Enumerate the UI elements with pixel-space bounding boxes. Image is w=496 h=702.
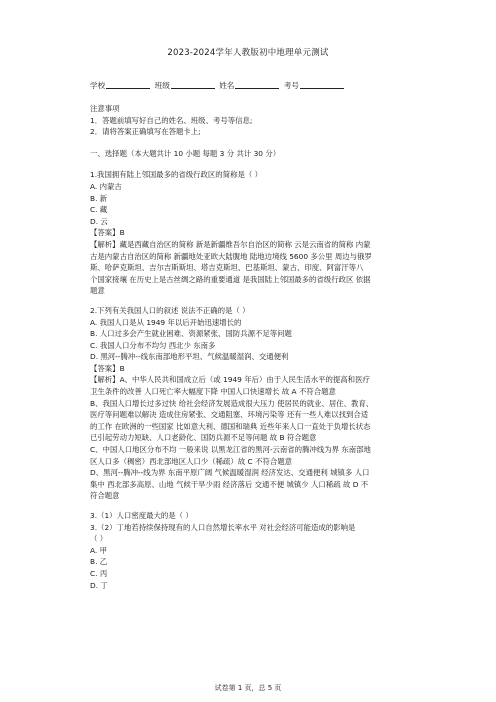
section-heading: 一、选择题（本大题共计 10 小题 每题 3 分 共计 30 分） — [90, 148, 281, 158]
question-3-1-stem: 3.（1）人口密度最大的是（ ） — [90, 511, 193, 520]
number-label: 考号 — [283, 81, 300, 90]
option-c: C. 我国人口分布不均匀 西北少 东南多 — [90, 340, 216, 350]
option-a: A. 甲 — [90, 545, 108, 555]
analysis-line: 的工作 在欧洲的一些国家 比如意大利、德国和瑞典 近些年来人口一直处于负增长状态 — [90, 421, 371, 431]
school-label: 学校 — [90, 81, 106, 90]
analysis-line: 集中 西北部多高原、山地 气候干旱少雨 经济落后 交通不便 城镇少 人口稀疏 故 D 不 — [90, 479, 369, 489]
analysis-line: B、我国人口增长过多过快 给社会经济发展造成很大压力 使居民的就业、居住、教育、 — [90, 398, 374, 408]
option-d: D. 云 — [90, 216, 108, 226]
analysis-line: 斯、哈萨克斯坦、吉尔吉斯斯坦、塔吉克斯坦、巴基斯坦、蒙古、印度、阿富汗等八 — [90, 263, 364, 273]
question-1-stem: 1.我国拥有陆上邻国最多的省级行政区的简称是（ ） — [90, 170, 262, 180]
question-3-2-stem: 3.（2）丁地若持续保持现有的人口自然增长率水平 对社会经济可能造成的影响是 — [90, 522, 356, 532]
analysis-line: 医疗等问题难以解决 造成住房紧张、交通阻塞、环境污染等 还有一些人难以找到合适 — [90, 410, 369, 420]
option-c: C. 藏 — [90, 205, 108, 215]
note-item: 2．请将答案正确填写在答题卡上; — [90, 127, 201, 137]
answer-line: 【答案】B — [90, 228, 125, 238]
option-a: A. 内蒙古 — [90, 181, 122, 191]
analysis-line: 符合题意 — [90, 491, 120, 501]
page-footer: 试卷第 1 页，总 5 页 — [214, 684, 282, 692]
analysis-line: D、黑河--腾冲--线为界 东南平原广阔 气候温暖湿润 经济发达、交通便利 城镇多 人口 — [90, 468, 370, 478]
class-blank — [171, 80, 215, 89]
analysis-line: C、中国人口地区分布不均 一般来说 以黑龙江省的黑河-云南省的腾冲线为界 东南部地 — [90, 445, 371, 455]
analysis-line: 题意 — [90, 286, 105, 296]
option-b: B. 新 — [90, 193, 108, 203]
analysis-line: 区人口多（稠密）西北部地区人口少（稀疏）故 C 不符合题意 — [90, 456, 293, 466]
analysis-line: 个国家接壤 在历史上是古丝绸之路的重要通道 是我国陆上邻国最多的省级行政区 依据 — [90, 274, 371, 284]
option-a: A. 我国人口是从 1949 年以后开始迅速增长的 — [90, 317, 242, 327]
option-d: D. 黑河--腾冲--线东南部地形平坦、气候温暖湿润、交通便利 — [90, 352, 289, 362]
name-blank — [235, 80, 279, 89]
answer-line: 【答案】B — [90, 363, 125, 373]
analysis-line: 【解析】A、中华人民共和国成立后（或 1949 年后）由于人民生活水平的提高和医疗 — [90, 375, 370, 385]
option-b: B. 人口过多会产生就业困难、资源紧张、国防兵源不足等问题 — [90, 329, 292, 339]
analysis-line: 已引起劳动力短缺、人口老龄化、国防兵源不足等问题 故 B 符合题意 — [90, 433, 317, 443]
question-3-2-stem-cont: （ ） — [90, 534, 108, 544]
name-label: 姓名 — [219, 81, 235, 90]
analysis-line: 古是内蒙古自治区的简称 新疆地处亚欧大陆腹地 陆地边境线 5600 多公里 周边与俄罗 — [90, 251, 372, 261]
option-d: D. 丁 — [90, 580, 108, 590]
analysis-line: 【解析】藏是西藏自治区的简称 新是新疆维吾尔自治区的简称 云是云南省的简称 内蒙 — [90, 239, 371, 249]
student-info-row — [90, 80, 346, 91]
question-2-stem: 2.下列有关我国人口的叙述 说法不正确的是（ ） — [90, 305, 250, 315]
notes-heading: 注意事项 — [90, 104, 120, 113]
exam-content — [90, 103, 420, 591]
school-blank — [106, 80, 150, 89]
option-b: B. 乙 — [90, 557, 108, 567]
number-blank — [300, 80, 344, 89]
page-title: 2023-2024学年人教版初中地理单元测试 — [167, 48, 329, 58]
analysis-line: 卫生条件的改善 人口死亡率大幅度下降 中国人口快速增长 故 A 不符合题意 — [90, 387, 336, 397]
option-c: C. 丙 — [90, 568, 108, 578]
class-label: 班级 — [154, 81, 170, 90]
note-item: 1．答题前填写好自己的姓名、班级、考号等信息; — [90, 115, 253, 125]
